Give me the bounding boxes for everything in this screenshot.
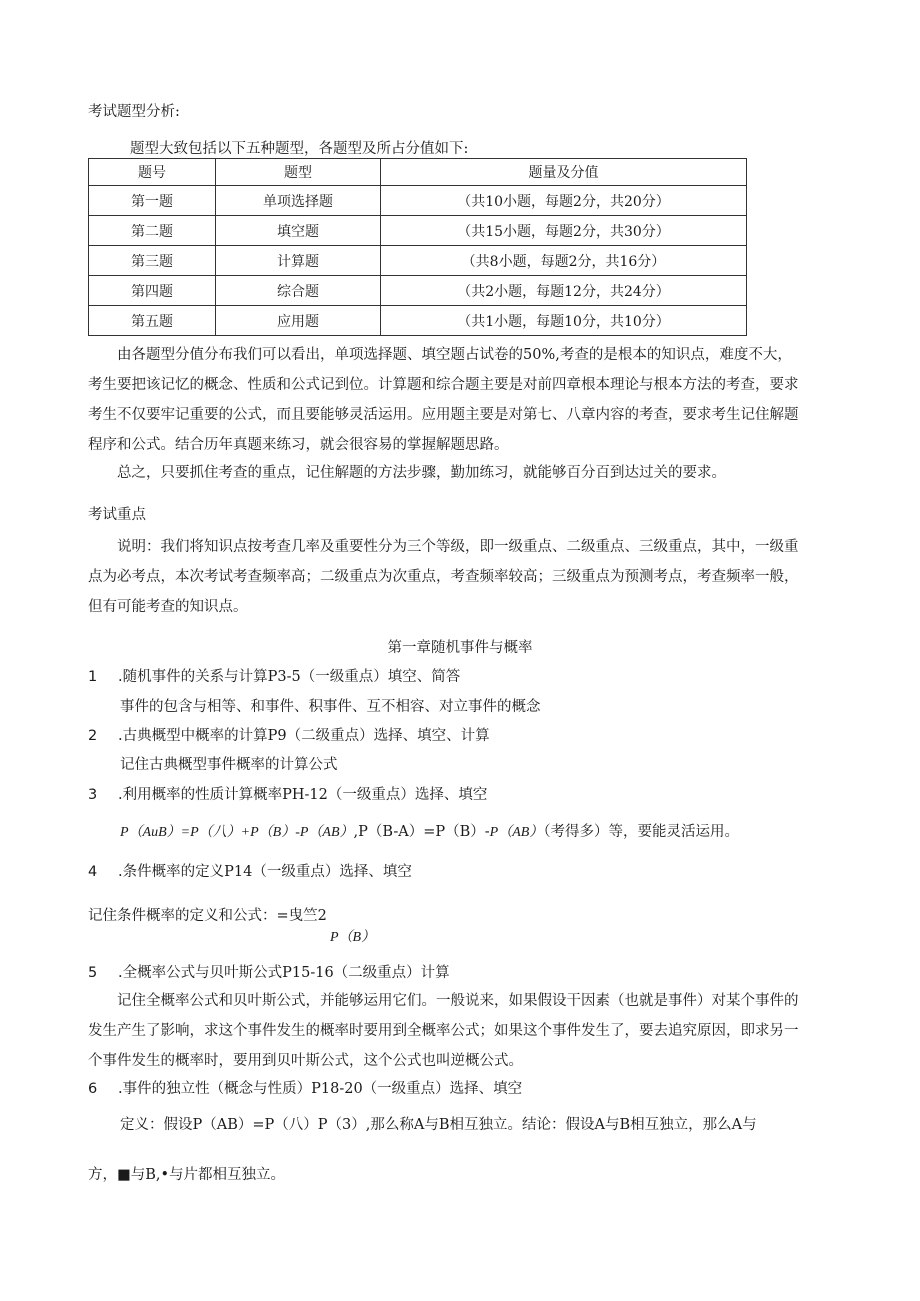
table-header-row [89,159,747,186]
cell-type: 单项选择题 [216,186,381,216]
key-points-heading: 考试重点 [88,507,146,523]
item-3-formula [120,820,739,841]
list-item-3: 3 .利用概率的性质计算概率PH-12（一级重点）选择、填空 [88,787,488,803]
cell-score: （共2小题，每题12分，共24分） [381,276,747,306]
item-4-title: .条件概率的定义P14（一级重点）选择、填空 [118,864,412,880]
item-5-title: .全概率公式与贝叶斯公式P15-16（二级重点）计算 [118,965,450,981]
exam-type-heading: 考试题型分析: [88,104,180,120]
cell-number: 第五题 [89,306,216,336]
table-row [89,276,747,306]
table-row [89,216,747,246]
item-4-formula: 记住条件概率的定义和公式：=曳竺2 [88,908,327,924]
table-row [89,306,747,336]
item-2-desc: 记住古典概型事件概率的计算公式 [120,757,338,773]
list-item-6: 6 .事件的独立性（概念与性质）P18-20（一级重点）选择、填空 [88,1081,523,1097]
formula-comment: （考得多）等，要能灵活运用。 [543,824,740,840]
header-number: 题号 [89,159,216,186]
item-1-desc: 事件的包含与相等、和事件、积事件、互不相容、对立事件的概念 [120,699,541,715]
cell-type: 计算题 [216,246,381,276]
cell-score: （共10小题，每题2分，共20分） [381,186,747,216]
cell-score: （共1小题，每题10分，共10分） [381,306,747,336]
item-4-denominator: P（B） [330,930,376,945]
question-type-table [88,158,747,336]
item-6-title: .事件的独立性（概念与性质）P18-20（一级重点）选择、填空 [118,1081,523,1097]
cell-type: 填空题 [216,216,381,246]
header-type: 题型 [216,159,381,186]
table-row [89,186,747,216]
list-item-2: 2 .古典概型中概率的计算P9（二级重点）选择、填空、计算 [88,728,490,744]
key-points-note: 说明：我们将知识点按考查几率及重要性分为三个等级，即一级重点、二级重点、三级重点，其中，一级重点为必考点，本次考试考查频率高；二级重点为次重点，考查频率较高；三级重点为预测考点，考查频率一般，但有可能考查的知识点。 [88,539,799,615]
cell-number: 第四题 [89,276,216,306]
chapter-title: 第一章随机事件与概率 [387,640,533,656]
analysis-paragraph: 由各题型分值分布我们可以看出，单项选择题、填空题占试卷的50%,考查的是根本的知识点，难度不大，考生要把该记忆的概念、性质和公式记到位。计算题和综合题主要是对前四章根本理论与根本方法的考查，要求考生不仅要牢记重要的公式，而且要能够灵活运用。应用题主要是对第七、八章内容的考查，要求考生记住解题程序和公式。结合历年真题来练习，就会很容易的掌握解题思路。 [88,347,799,453]
item-2-title: .古典概型中概率的计算P9（二级重点）选择、填空、计算 [118,728,490,744]
formula-union: P（AuB）=P（八）+P（B）-P（AB） [120,825,354,840]
list-item-5: 5 .全概率公式与贝叶斯公式P15-16（二级重点）计算 [88,965,450,981]
table-row [89,246,747,276]
cell-type: 综合题 [216,276,381,306]
list-item-4: 4 .条件概率的定义P14（一级重点）选择、填空 [88,864,412,880]
cell-score: （共8小题，每题2分，共16分） [381,246,747,276]
cell-number: 第二题 [89,216,216,246]
item-1-title: .随机事件的关系与计算P3-5（一级重点）填空、简答 [118,669,461,685]
cell-number: 第三题 [89,246,216,276]
exam-type-intro: 题型大致包括以下五种题型，各题型及所占分值如下: [130,141,469,157]
formula-difference: ,P（B-A）=P（B）- [353,824,490,840]
item-6-definition: 定义：假设P（AB）=P（八）P（3）,那么称A与B相互独立。结论：假设A与B相互独立，那么A与 [120,1117,757,1133]
header-score: 题量及分值 [381,159,747,186]
formula-intersection: P（AB） [489,825,544,840]
cell-score: （共15小题，每题2分，共30分） [381,216,747,246]
item-3-title: .利用概率的性质计算概率PH-12（一级重点）选择、填空 [118,787,488,803]
cell-number: 第一题 [89,186,216,216]
list-item-1: 1 .随机事件的关系与计算P3-5（一级重点）填空、简答 [88,669,461,685]
item-5-desc: 记住全概率公式和贝叶斯公式，并能够运用它们。一般说来，如果假设干因素（也就是事件）对某个事件的发生产生了影响，求这个事件发生的概率时要用到全概率公式；如果这个事件发生了，要去追究原因，即求另一个事件发生的概率时，要用到贝叶斯公式，这个公式也叫逆概公式。 [88,993,799,1069]
item-6-conclusion: 方，■与B,•与片都相互独立。 [88,1167,286,1183]
cell-type: 应用题 [216,306,381,336]
summary-paragraph: 总之，只要抓住考查的重点，记住解题的方法步骤，勤加练习，就能够百分百到达过关的要求。 [117,465,726,481]
